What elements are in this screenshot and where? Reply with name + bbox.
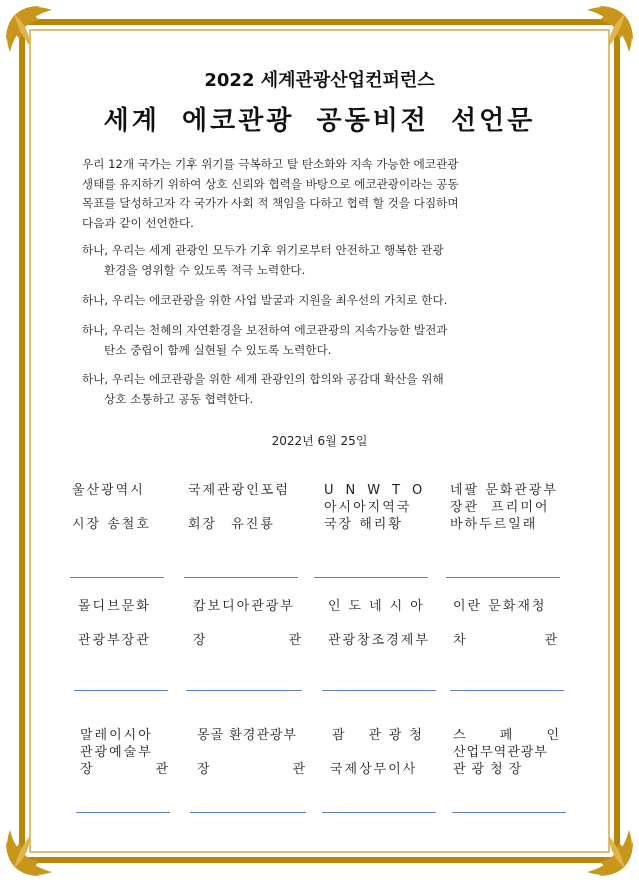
pledge-2 (82, 290, 552, 310)
signature-line (452, 812, 566, 813)
signature-line (186, 690, 302, 691)
title-char: 관 (544, 633, 557, 648)
signatory-person: 회장 유진룡 (188, 517, 275, 532)
title-char: 장 (197, 762, 210, 777)
title-char: 장 (193, 633, 206, 648)
signatory-org (330, 727, 430, 744)
signatory-title (80, 761, 168, 778)
declaration-date: 2022년 6월 25일 (271, 434, 368, 448)
signatory-title: 장관 프리미어 (450, 500, 550, 515)
signatory-unwto (324, 482, 436, 533)
signatory-org: 이란 문화재청 (453, 599, 547, 614)
signatory-org (453, 727, 559, 744)
signatory-dept: 아시아지역국 (324, 500, 412, 515)
signatory-international-tourism-forum (188, 482, 290, 533)
org-char: 인 (546, 728, 559, 743)
conference-title: 2022 세계관광산업컨퍼런스 (204, 70, 435, 91)
signatory-title (197, 761, 305, 778)
pledge-line: 하나, 우리는 천혜의 자연환경을 보전하여 에코관광의 지속가능한 발전과 (82, 323, 448, 337)
signatory-dept: 산업무역관광부 (453, 745, 548, 760)
pledge-4 (82, 369, 552, 409)
signatory-malaysia (80, 727, 168, 778)
title-char: 차 (453, 633, 466, 648)
signature-line (322, 690, 436, 691)
signatory-org: 인도네시아 (328, 599, 431, 614)
signatory-org: UNWTO (324, 483, 435, 498)
signatory-nepal (450, 482, 558, 533)
title-char: 관 (288, 633, 301, 648)
pledge-3 (82, 320, 552, 360)
declaration-title: 세계 에코관광 공동비전 선언문 (103, 106, 536, 136)
intro-line: 다음과 같이 선언한다. (82, 215, 194, 230)
signatory-title (193, 632, 301, 649)
signature-line (76, 812, 170, 813)
title-char: 관 (292, 762, 305, 777)
signatory-org: 몰디브문화 (78, 599, 151, 614)
signatory-spain (453, 727, 559, 778)
signatory-person: 시장 송철호 (72, 517, 151, 532)
signature-line (446, 577, 560, 578)
signatory-org: 울산광역시 (72, 483, 145, 498)
signatory-org: 국제관광인포럼 (188, 483, 290, 498)
signature-line (314, 577, 428, 578)
signature-line (190, 812, 306, 813)
signatory-ulsan (72, 482, 151, 533)
pledge-1 (82, 240, 552, 280)
signatory-maldives (78, 598, 151, 649)
pledge-line: 환경을 영위할 수 있도록 적극 노력한다. (104, 263, 306, 277)
org-char: 페 (499, 728, 513, 743)
signatory-title (453, 632, 557, 649)
signature-line (450, 690, 564, 691)
pledge-line: 탄소 중립이 함께 실현될 수 있도록 노력한다. (104, 343, 332, 357)
signatory-title: 국제상무이사 (330, 762, 418, 777)
intro-line: 목표를 달성하고자 각 국가가 사회 적 책임을 다하고 협력 할 것을 다짐하며 (82, 196, 459, 210)
signatory-dept: 관광예술부 (80, 745, 153, 760)
signatory-iran (453, 598, 557, 649)
signatory-cambodia (193, 598, 301, 649)
org-part: 관광청 (368, 728, 430, 743)
signature-line (74, 690, 168, 691)
intro-paragraph (82, 155, 552, 233)
title-char: 장 (80, 762, 93, 777)
signatory-person: 국장 해리황 (324, 517, 403, 532)
signatory-org: 네팔 문화관광부 (450, 483, 559, 498)
pledge-line: 상호 소통하고 공동 협력한다. (104, 392, 254, 406)
pledge-line: 하나, 우리는 에코관광을 위한 사업 발굴과 지원을 최우선의 가치로 한다. (82, 293, 448, 307)
signatory-org: 말레이시아 (80, 728, 153, 743)
signatory-dept: 관광창조경제부 (328, 633, 430, 648)
intro-line: 생태를 유지하기 위하여 상호 신뢰와 협력을 바탕으로 에코관광이라는 공동 (82, 176, 459, 191)
signatory-title: 관광부장관 (78, 633, 151, 648)
signature-line (184, 577, 298, 578)
pledge-line: 하나, 우리는 에코관광을 위한 세계 관광인의 합의와 공감대 확산을 위해 (82, 372, 444, 386)
pledge-line: 하나, 우리는 세계 관광인 모두가 기후 위기로부터 안전하고 행복한 관광 (82, 243, 444, 257)
signatory-guam (330, 727, 430, 778)
signatory-indonesia (328, 598, 431, 649)
signature-line (322, 812, 436, 813)
signatory-mongolia (197, 727, 305, 778)
signatory-org: 캄보디아관광부 (193, 599, 295, 614)
signatory-org: 몽골 환경관광부 (197, 728, 298, 743)
org-part: 괌 (332, 728, 345, 743)
title-char: 관 (155, 762, 168, 777)
org-char: 스 (453, 728, 466, 743)
signatory-person: 바하두르일래 (450, 517, 538, 532)
signatory-title: 관광청장 (453, 762, 528, 777)
intro-line: 우리 12개 국가는 기후 위기를 극복하고 탈 탄소화와 지속 가능한 에코관광 (82, 157, 459, 171)
signature-line (70, 577, 164, 578)
